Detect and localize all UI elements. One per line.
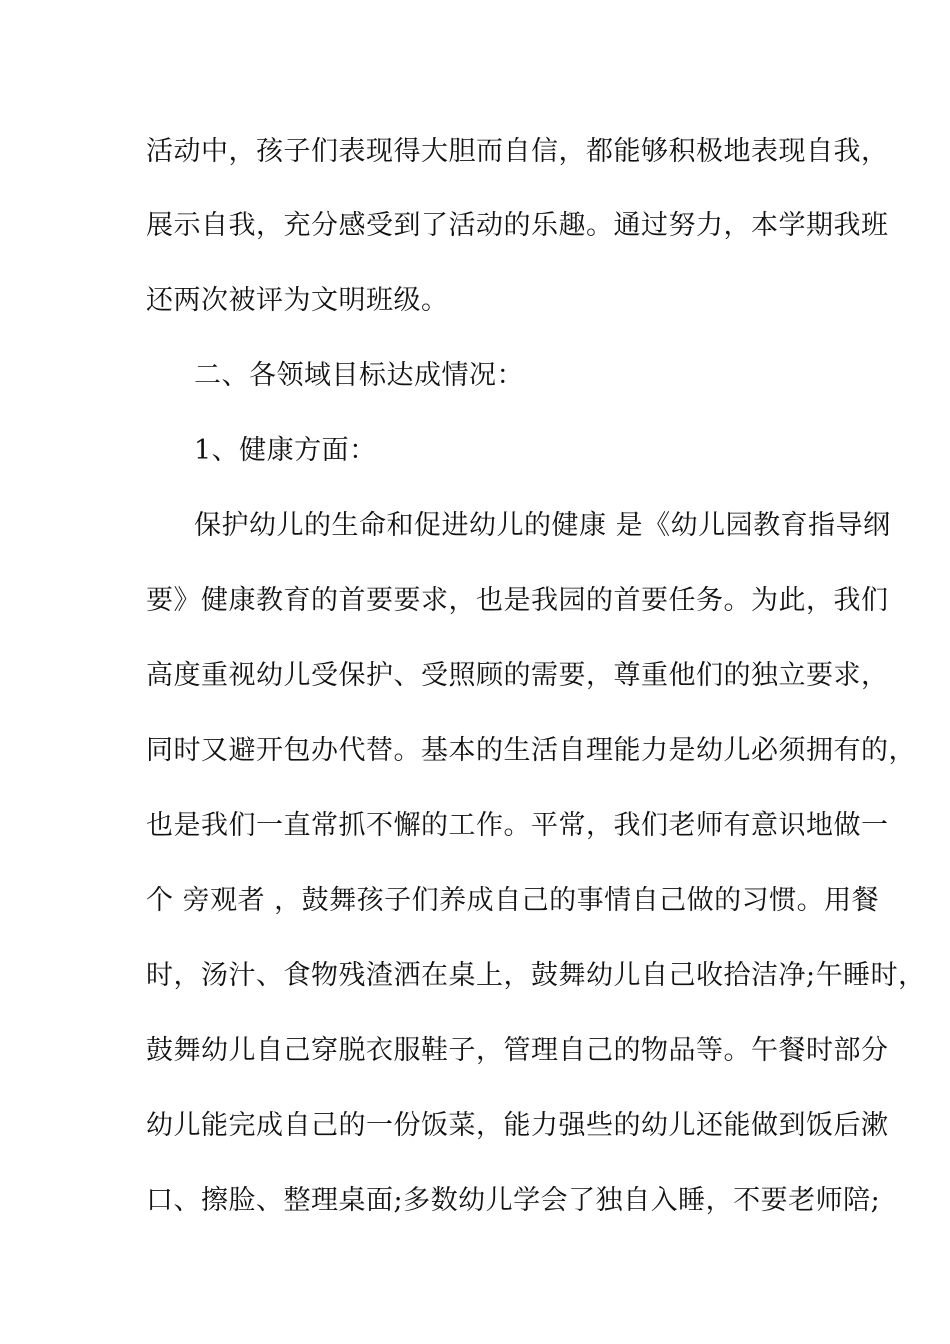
text-line: 口、擦脸、整理桌面;多数幼儿学会了独自入睡，不要老师陪;	[146, 1185, 881, 1216]
text-line: 也是我们一直常抓不懈的工作。平常，我们老师有意识地做一	[146, 810, 889, 841]
text-line: 活动中，孩子们表现得大胆而自信，都能够积极地表现自我，	[146, 136, 889, 167]
text-line: 幼儿能完成自己的一份饭菜，能力强些的幼儿还能做到饭后漱	[146, 1110, 889, 1141]
text-line: 个 旁观者 ，鼓舞孩子们养成自己的事情自己做的习惯。用餐	[146, 885, 880, 916]
text-line: 同时又避开包办代替。基本的生活自理能力是幼儿必须拥有的，	[146, 735, 916, 766]
text-line: 鼓舞幼儿自己穿脱衣服鞋子，管理自己的物品等。午餐时部分	[146, 1035, 889, 1066]
text-line: 要》健康教育的首要要求，也是我园的首要任务。为此，我们	[146, 585, 889, 616]
text-line: 时，汤汁、食物残渣洒在桌上，鼓舞幼儿自己收拾洁净;午睡时，	[146, 960, 926, 991]
section-heading: 二、各领域目标达成情况：	[194, 360, 524, 391]
paragraph-first-line: 保护幼儿的生命和促进幼儿的健康 是《幼儿园教育指导纲	[194, 510, 891, 541]
text-line: 还两次被评为文明班级。	[146, 285, 449, 316]
text-line: 高度重视幼儿受保护、受照顾的需要，尊重他们的独立要求，	[146, 660, 889, 691]
subsection-heading: 1、健康方面：	[194, 435, 377, 466]
text-line: 展示自我，充分感受到了活动的乐趣。通过努力，本学期我班	[146, 210, 889, 241]
